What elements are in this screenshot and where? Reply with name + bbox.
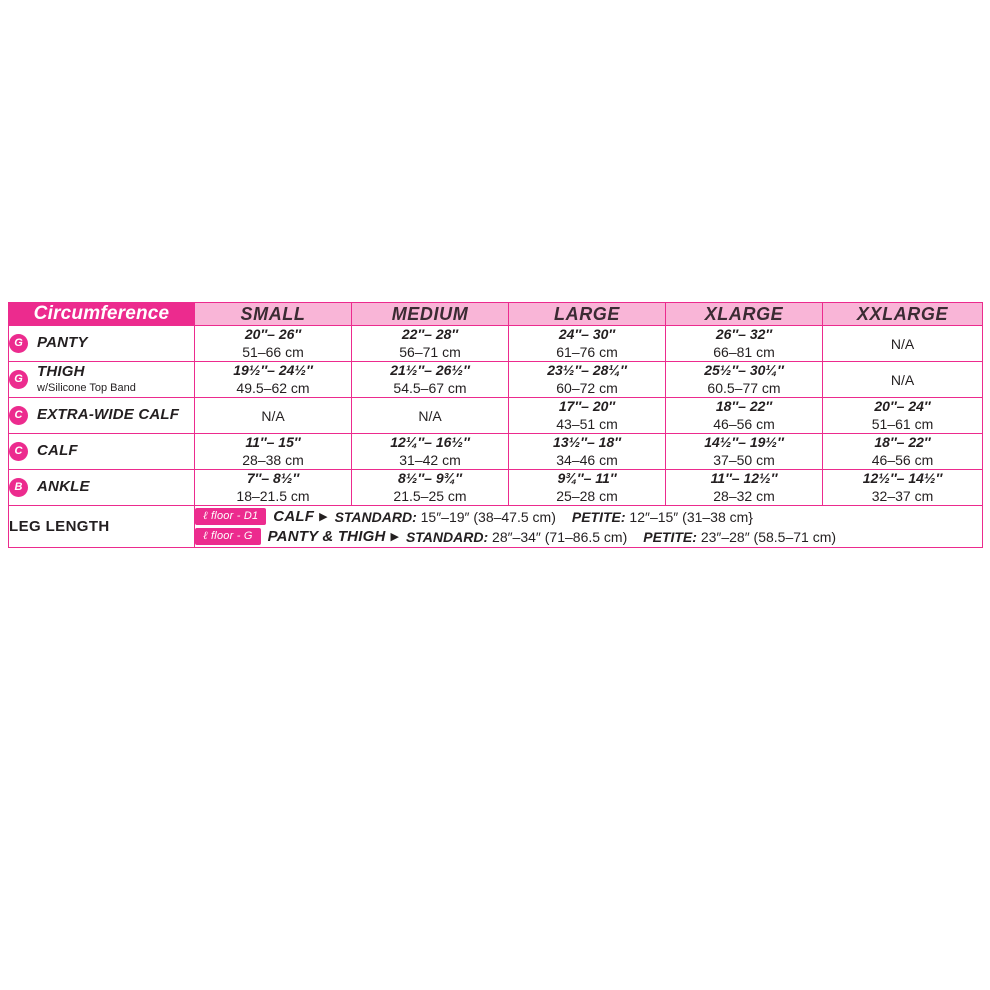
row-label-text: CALF <box>37 442 78 460</box>
cell-thigh-xlarge: 25½″– 30¼″ 60.5–77 cm <box>666 362 823 398</box>
cell-thigh-medium: 21½″– 26½″ 54.5–67 cm <box>352 362 509 398</box>
cell-ankle-xlarge: 11″– 12½″ 28–32 cm <box>666 470 823 506</box>
badge-b-icon: B <box>9 478 28 497</box>
table-header-row <box>9 303 983 326</box>
header-size-large: LARGE <box>509 303 666 326</box>
cell-thigh-small: 19½″– 24½″ 49.5–62 cm <box>195 362 352 398</box>
leg-length-calf-line <box>195 508 982 525</box>
cell-panty-xxlarge: N/A <box>823 326 983 362</box>
row-label-text: PANTY <box>37 334 88 352</box>
leg-length-panty-thigh-line <box>195 528 982 545</box>
row-label-panty <box>9 326 195 362</box>
leg-length-panty-thigh-values: STANDARD: 28″–34″ (71–86.5 cm) PETITE: 23″–28″ (58.5–71 cm) <box>405 528 837 545</box>
badge-c-icon: C <box>9 442 28 461</box>
cell-calf-xlarge: 14½″– 19½″ 37–50 cm <box>666 434 823 470</box>
row-label-subtext: w/Silicone Top Band <box>37 382 136 395</box>
row-label-calf <box>9 434 195 470</box>
cell-calf-large: 13½″– 18″ 34–46 cm <box>509 434 666 470</box>
header-size-small: SMALL <box>195 303 352 326</box>
header-size-xxlarge: XXLARGE <box>823 303 983 326</box>
cell-panty-small: 20″– 26″ 51–66 cm <box>195 326 352 362</box>
header-size-medium: MEDIUM <box>352 303 509 326</box>
table-row <box>9 326 983 362</box>
arrow-right-icon: ▶ <box>319 511 328 523</box>
table-row <box>9 362 983 398</box>
tag-floor-d1: ℓ floor - D1 <box>195 508 266 525</box>
cell-ankle-xxlarge: 12½″– 14½″ 32–37 cm <box>823 470 983 506</box>
header-size-xlarge: XLARGE <box>666 303 823 326</box>
cell-calf-medium: 12¼″– 16½″ 31–42 cm <box>352 434 509 470</box>
badge-g-icon: G <box>9 370 28 389</box>
cell-ankle-medium: 8½″– 9¾″ 21.5–25 cm <box>352 470 509 506</box>
cell-extrawide-large: 17″– 20″ 43–51 cm <box>509 398 666 434</box>
arrow-right-icon: ▶ <box>390 531 399 543</box>
leg-length-values <box>195 506 983 548</box>
leg-length-panty-thigh-label: PANTY & THIGH <box>267 528 386 545</box>
row-label-text: ANKLE <box>37 478 90 496</box>
row-label-text: EXTRA-WIDE CALF <box>37 406 180 424</box>
cell-thigh-xxlarge: N/A <box>823 362 983 398</box>
cell-ankle-small: 7″– 8½″ 18–21.5 cm <box>195 470 352 506</box>
cell-extrawide-xxlarge: 20″– 24″ 51–61 cm <box>823 398 983 434</box>
row-label-ankle <box>9 470 195 506</box>
cell-calf-small: 11″– 15″ 28–38 cm <box>195 434 352 470</box>
size-chart-table <box>8 302 983 548</box>
cell-panty-large: 24″– 30″ 61–76 cm <box>509 326 666 362</box>
badge-g-icon: G <box>9 334 28 353</box>
cell-extrawide-small: N/A <box>195 398 352 434</box>
cell-extrawide-medium: N/A <box>352 398 509 434</box>
row-label-extra-wide-calf <box>9 398 195 434</box>
table-row <box>9 434 983 470</box>
cell-calf-xxlarge: 18″– 22″ 46–56 cm <box>823 434 983 470</box>
cell-extrawide-xlarge: 18″– 22″ 46–56 cm <box>666 398 823 434</box>
row-label-text: THIGH w/Silicone Top Band <box>37 363 136 395</box>
leg-length-calf-label: CALF <box>273 508 315 525</box>
cell-panty-medium: 22″– 28″ 56–71 cm <box>352 326 509 362</box>
header-circumference: Circumference <box>9 303 195 326</box>
table-row <box>9 470 983 506</box>
badge-c-icon: C <box>9 406 28 425</box>
table-row <box>9 398 983 434</box>
cell-panty-xlarge: 26″– 32″ 66–81 cm <box>666 326 823 362</box>
cell-ankle-large: 9¾″– 11″ 25–28 cm <box>509 470 666 506</box>
leg-length-calf-values: STANDARD: 15″–19″ (38–47.5 cm) PETITE: 12″–15″ (31–38 cm} <box>334 508 753 525</box>
row-label-thigh <box>9 362 195 398</box>
cell-thigh-large: 23½″– 28¼″ 60–72 cm <box>509 362 666 398</box>
size-chart-container <box>8 302 982 548</box>
table-row-leg-length <box>9 506 983 548</box>
row-label-leg-length: LEG LENGTH <box>9 506 195 548</box>
tag-floor-g: ℓ floor - G <box>195 528 261 545</box>
